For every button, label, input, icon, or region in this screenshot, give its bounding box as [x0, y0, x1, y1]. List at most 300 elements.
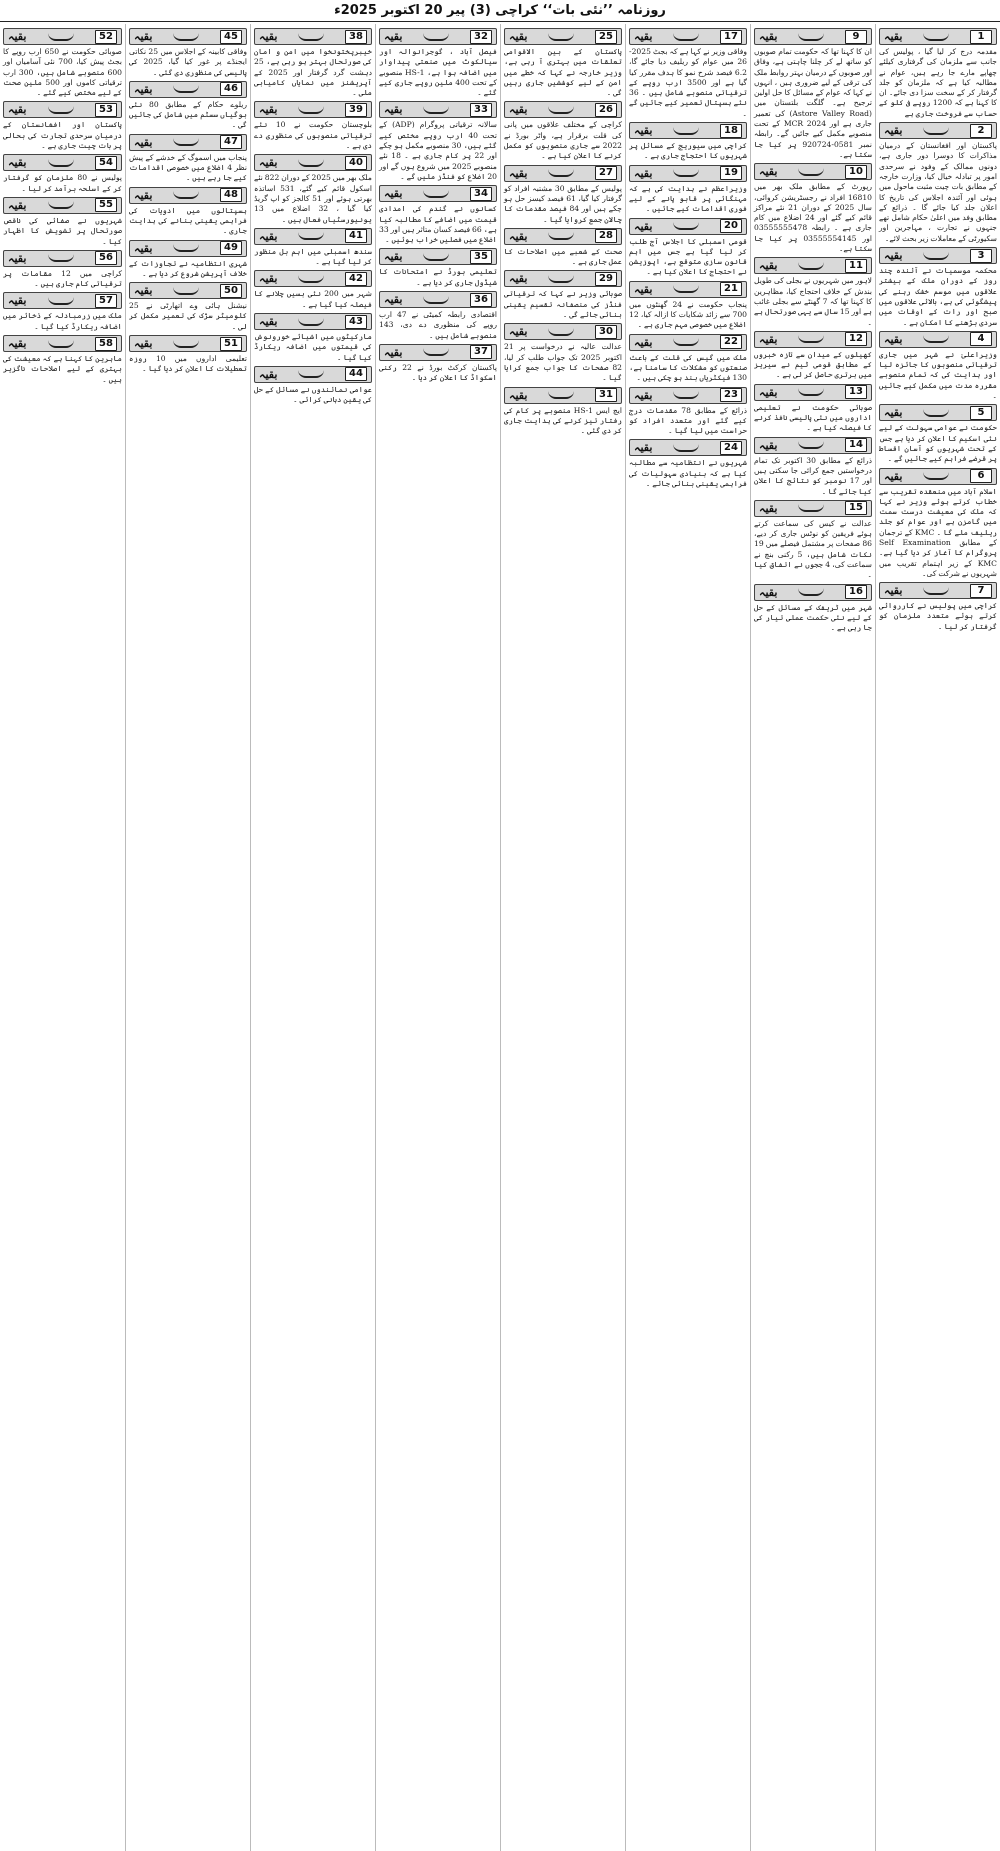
article-text: ایچ ایس 1-HS منصوبے پر کام کی رفتار تیز کرنے کی ہدایت جاری کر دی گئی ۔ [504, 405, 623, 436]
baqia-number: 21 [720, 282, 742, 296]
baqia-number: 58 [95, 337, 117, 351]
baqia-ornament [48, 340, 74, 348]
baqia-ornament [673, 33, 699, 41]
baqia-header [129, 28, 247, 45]
continuation-article [629, 387, 747, 437]
baqia-number: 46 [220, 82, 242, 96]
baqia-number: 1 [970, 30, 992, 44]
baqia-header [254, 101, 372, 118]
continuation-article [504, 228, 622, 268]
baqia-header [754, 163, 872, 180]
baqia-number: 39 [345, 103, 367, 117]
newspaper-column [250, 24, 375, 1851]
baqia-ornament [173, 138, 199, 146]
article-text: صوبائی وزیر نے کہا کہ ترقیاتی فنڈز کی منصفانہ تقسیم یقینی بنائی جائے گی ۔ [504, 289, 622, 320]
baqia-label: بقیہ [509, 388, 528, 402]
continuation-article [754, 384, 872, 434]
baqia-header [379, 101, 497, 118]
baqia-ornament [298, 275, 324, 283]
continuation-article [3, 197, 122, 247]
continuation-article [879, 582, 997, 632]
baqia-number: 47 [220, 135, 242, 149]
continuation-article [3, 154, 122, 194]
article-text: ان کا کہنا تھا کہ حکومت تمام صوبوں کو ساتھ لے کر چلنا چاہتی ہے، وفاق اور صوبوں کے درمیان بہتر روابط ملک کی ترقی کے لیے ضروری ہیں ، انہوں نے کہا کہ عوام کے مسائل کا حل اولین ترجیح ہے۔ گلگت بلتستان میں (Astore Valley Road) کی تعمیر جاری ہے اور MCR 2024 کے تحت منصوبے مکمل کیے جائیں گے۔ رابطہ نمبر 0581-920724 پر کیا جا سکتا ہے۔ [754, 47, 873, 159]
baqia-ornament [673, 169, 699, 177]
continuation-article [504, 323, 622, 383]
baqia-header [129, 282, 247, 299]
baqia-number: 26 [595, 103, 617, 117]
baqia-label: بقیہ [384, 250, 403, 264]
article-text: مارکیٹوں میں اشیائے خورونوش کی قیمتوں میں اضافہ ریکارڈ کیا گیا ۔ [254, 332, 372, 362]
baqia-number: 35 [470, 250, 492, 264]
baqia-ornament [548, 391, 574, 399]
baqia-label: بقیہ [509, 103, 528, 117]
baqia-header [504, 228, 622, 245]
baqia-label: بقیہ [759, 438, 778, 452]
article-text: صوبائی حکومت نے تعلیمی اداروں میں نئی پالیسی نافذ کرنے کا فیصلہ کیا ہے ۔ [754, 402, 872, 433]
baqia-header [3, 335, 122, 352]
baqia-label: بقیہ [8, 294, 27, 308]
baqia-header [3, 250, 122, 267]
article-text: ملک بھر میں 2025 کے دوران 822 نئے اسکول قائم کیے گئے، 531 اساتذہ بھرتی ہوئے اور 51 کالجز کو اپ گریڈ کیا گیا ، 32 اضلاع میں 13 یونیورسٹیاں فعال ہیں ۔ [254, 173, 372, 224]
continuation-article [3, 28, 122, 98]
article-text: تعلیمی اداروں میں 10 روزہ تعطیلات کا اعلان کر دیا گیا ۔ [129, 354, 247, 374]
baqia-number: 32 [470, 30, 492, 44]
article-text: مقدمہ درج کر لیا گیا ، پولیس کی جانب سے ملزمان کی گرفتاری کیلئے چھاپے مارے جا رہے ہیں، عوام نے مطالبہ کیا ہے کہ ملزمان کو جلد گرفتار کر کے سخت سزا دی جائے۔ ان کا کہنا ہے کہ 1200 روپے فی کلو کے حساب سے فروخت جاری ہے [879, 47, 998, 118]
baqia-ornament [548, 169, 574, 177]
baqia-ornament [173, 287, 199, 295]
baqia-number: 43 [345, 315, 367, 329]
article-text: کراچی میں سیوریج کے مسائل پر شہریوں کا احتجاج جاری ہے ۔ [629, 141, 747, 161]
baqia-header [504, 165, 622, 182]
baqia-header [879, 331, 997, 348]
baqia-label: بقیہ [259, 272, 278, 286]
article-text: عدالت عالیہ نے درخواست پر 21 اکتوبر 2025 تک جواب طلب کر لیا، 82 صفحات کا جواب جمع کرایا گیا ۔ [504, 342, 622, 383]
continuation-article [629, 334, 747, 384]
baqia-number: 4 [970, 332, 992, 346]
baqia-label: بقیہ [384, 293, 403, 307]
baqia-label: بقیہ [8, 156, 27, 170]
article-text: کراچی میں 12 مقامات پر ترقیاتی کام جاری ہیں ۔ [3, 268, 123, 289]
continuation-article [879, 404, 997, 464]
baqia-label: بقیہ [134, 135, 153, 149]
baqia-ornament [423, 253, 449, 261]
baqia-header [629, 122, 747, 139]
baqia-label: بقیہ [259, 30, 278, 43]
article-text: ذرائع کے مطابق 78 مقدمات درج کیے گئے اور متعدد افراد کو حراست میں لیا گیا ۔ [629, 405, 747, 436]
baqia-ornament [798, 262, 824, 270]
baqia-number: 9 [845, 30, 867, 44]
continuation-article [879, 28, 997, 119]
baqia-ornament [798, 168, 824, 176]
baqia-header [379, 185, 497, 202]
baqia-header [754, 500, 872, 517]
baqia-label: بقیہ [884, 249, 903, 263]
baqia-header [754, 584, 872, 601]
continuation-article [379, 185, 497, 245]
article-text: کسانوں نے گندم کی امدادی قیمت میں اضافے کا مطالبہ کیا ہے، 66 فیصد کسان متاثر ہیں اور 33 اضلاع میں فصلیں خراب ہوئیں ۔ [379, 204, 497, 245]
baqia-label: بقیہ [384, 345, 403, 359]
baqia-header [879, 404, 997, 421]
continuation-article [129, 240, 247, 280]
article-text: فیصل آباد ، گوجرانوالہ اور سیالکوٹ میں صنعتی پیداوار میں اضافہ ہوا ہے، HS-1 منصوبے کے تحت 400 ملین روپے جاری کیے گئے ۔ [379, 47, 497, 98]
baqia-label: بقیہ [259, 229, 278, 243]
continuation-article [629, 28, 747, 119]
baqia-header [879, 468, 997, 485]
baqia-label: بقیہ [634, 282, 653, 296]
baqia-label: بقیہ [634, 30, 653, 43]
baqia-label: بقیہ [634, 335, 653, 349]
baqia-number: 13 [845, 385, 867, 399]
baqia-label: بقیہ [134, 188, 153, 202]
baqia-number: 5 [970, 406, 992, 420]
baqia-label: بقیہ [8, 337, 27, 351]
article-text: لاہور میں شہریوں نے بجلی کی طویل بندش کے خلاف احتجاج کیا، مظاہرین کا کہنا تھا کہ 7 گھنٹے سے بجلی غائب ہے اور 15 سال سے یہی صورتحال ہے ۔ [754, 276, 873, 327]
article-text: ریلوے حکام کے مطابق 80 نئی بوگیاں سسٹم میں شامل کی جائیں گی ۔ [129, 99, 247, 130]
article-text: صوبائی حکومت نے 650 ارب روپے کا بجٹ پیش کیا، 700 نئی آسامیاں اور 600 منصوبے شامل ہیں، 300 ارب ترقیاتی کاموں اور 500 ملین صحت کے لیے مختص کیے گئے ۔ [3, 47, 123, 98]
continuation-article [504, 165, 622, 225]
continuation-article [754, 28, 872, 160]
newspaper-column [375, 24, 500, 1851]
article-text: پولیس نے 80 ملزمان کو گرفتار کر کے اسلحہ برآمد کر لیا ۔ [3, 173, 122, 193]
baqia-label: بقیہ [134, 241, 153, 255]
continuation-article [754, 584, 872, 634]
baqia-number: 44 [345, 367, 367, 381]
baqia-number: 48 [220, 188, 242, 202]
baqia-number: 52 [95, 30, 117, 44]
baqia-label: بقیہ [8, 30, 27, 43]
baqia-label: بقیہ [759, 501, 778, 515]
article-text: نیشنل ہائی وے اتھارٹی نے 25 کلومیٹر سڑک کی تعمیر مکمل کر لی ۔ [129, 301, 247, 331]
baqia-label: بقیہ [759, 30, 778, 43]
baqia-label: بقیہ [884, 469, 903, 483]
baqia-label: بقیہ [509, 30, 528, 43]
baqia-header [379, 291, 497, 308]
baqia-number: 12 [845, 332, 867, 346]
newspaper-masthead [0, 0, 1000, 22]
continuation-article [254, 154, 372, 224]
baqia-ornament [48, 297, 74, 305]
baqia-number: 6 [970, 469, 992, 483]
baqia-header [3, 292, 122, 309]
baqia-number: 36 [470, 293, 492, 307]
baqia-header [879, 122, 997, 139]
continuation-article [254, 28, 372, 98]
continuation-article [629, 122, 747, 162]
baqia-ornament [923, 472, 949, 480]
baqia-number: 22 [720, 335, 742, 349]
baqia-header [129, 187, 247, 204]
article-text: تعلیمی بورڈ نے امتحانات کا شیڈول جاری کر دیا ہے ۔ [379, 267, 497, 287]
article-text: بلوچستان حکومت نے 10 نئے ترقیاتی منصوبوں کی منظوری دے دی ہے ۔ [254, 120, 373, 151]
baqia-number: 37 [470, 345, 492, 359]
article-text: پاکستان کرکٹ بورڈ نے 22 رکنی اسکواڈ کا اعلان کر دیا ۔ [379, 362, 497, 383]
baqia-header [629, 218, 747, 235]
baqia-header [129, 240, 247, 257]
baqia-header [504, 28, 622, 45]
article-text: ملک میں گیس کی قلت کے باعث صنعتوں کو مشکلات کا سامنا ہے، 130 فیکٹریاں بند ہو چکی ہیں ۔ [629, 352, 747, 383]
baqia-number: 45 [220, 30, 242, 44]
baqia-number: 16 [845, 585, 867, 599]
article-text: پاکستان کے بین الاقوامی تعلقات میں بہتری آ رہی ہے، وزیر خارجہ نے کہا کہ خطے میں امن کے لیے کوششیں جاری رہیں گی ۔ [504, 47, 622, 98]
baqia-header [3, 101, 122, 118]
article-text: کراچی میں پولیس نے کارروائی کرتے ہوئے متعدد ملزمان کو گرفتار کر لیا ۔ [879, 601, 997, 631]
article-text: سندھ اسمبلی میں اہم بل منظور کر لیا گیا ہے ۔ [254, 246, 372, 267]
baqia-header [629, 334, 747, 351]
baqia-header [879, 247, 997, 264]
baqia-label: بقیہ [509, 166, 528, 180]
baqia-number: 34 [470, 187, 492, 201]
baqia-header [129, 335, 247, 352]
baqia-ornament [923, 252, 949, 260]
continuation-article [629, 281, 747, 331]
continuation-article [379, 101, 497, 182]
baqia-header [129, 134, 247, 151]
continuation-article [504, 270, 622, 320]
baqia-header [879, 28, 997, 45]
baqia-ornament [798, 441, 824, 449]
article-text: اقتصادی رابطہ کمیٹی نے 47 ارب روپے کی منظوری دے دی، 143 منصوبے شامل ہیں ۔ [379, 310, 497, 340]
article-text: شہریوں نے انتظامیہ سے مطالبہ کیا ہے کہ بنیادی سہولیات کی فراہمی یقینی بنائی جائے ۔ [629, 458, 747, 489]
baqia-label: بقیہ [259, 103, 278, 117]
continuation-article [254, 313, 372, 363]
baqia-header [3, 28, 122, 45]
baqia-label: بقیہ [634, 124, 653, 138]
baqia-number: 19 [720, 166, 742, 180]
article-text: شہر میں ٹریفک کے مسائل کے حل کے لیے نئی حکمت عملی تیار کی جا رہی ہے ۔ [754, 602, 872, 633]
continuation-article [879, 122, 997, 244]
article-text: ملک میں زرمبادلہ کے ذخائر میں اضافہ ریکارڈ کیا گیا ۔ [3, 311, 122, 331]
continuation-article [504, 101, 622, 161]
baqia-number: 33 [470, 103, 492, 117]
baqia-header [754, 257, 872, 274]
baqia-number: 38 [345, 30, 367, 44]
article-text: وفاقی وزیر نے کہا ہے کہ بجٹ 2025-26 میں عوام کو ریلیف دیا جائے گا، 6.2 فیصد شرح نمو کا ہدف مقرر کیا گیا ہے اور 3500 ارب روپے کے ترقیاتی منصوبے شامل ہیں ۔ 36 نئے ہسپتال تعمیر کیے جائیں گے ۔ [629, 47, 747, 118]
article-text: شہری انتظامیہ نے تجاوزات کے خلاف آپریشن شروع کر دیا ہے ۔ [129, 258, 247, 278]
baqia-number: 15 [845, 501, 867, 515]
baqia-ornament [673, 444, 699, 452]
article-text: قومی اسمبلی کا اجلاس آج طلب کر لیا گیا ہے جس میں اہم قانون سازی متوقع ہے، اپوزیشن نے احتجاج کا اعلان کیا ہے ۔ [629, 236, 747, 277]
continuation-article [129, 282, 247, 332]
article-text: عدالت نے کیس کی سماعت کرتے ہوئے فریقین کو نوٹس جاری کر دیے، 86 صفحات پر مشتمل فیصلے میں 19 نکات شامل ہیں، 5 رکنی بنچ نے سماعت کی، 4 ججوں نے اتفاق کیا ۔ [754, 518, 872, 580]
continuation-article [754, 257, 872, 327]
continuation-article [129, 81, 247, 131]
baqia-header [129, 81, 247, 98]
baqia-label: بقیہ [884, 30, 903, 43]
newspaper-column [750, 24, 875, 1851]
baqia-ornament [923, 127, 949, 135]
baqia-number: 51 [220, 337, 242, 351]
baqia-label: بقیہ [634, 441, 653, 455]
baqia-number: 31 [595, 388, 617, 402]
article-text: وفاقی کابینہ کے اجلاس میں 25 نکاتی ایجنڈے پر غور کیا گیا، 2025 کی پالیسی کی منظوری دی گئی ۔ [129, 47, 247, 77]
baqia-ornament [48, 254, 74, 262]
baqia-label: بقیہ [384, 30, 403, 43]
continuation-article [629, 165, 747, 215]
baqia-header [629, 387, 747, 404]
article-text: رپورٹ کے مطابق ملک بھر میں 16810 افراد نے رجسٹریشن کروائی، سال 2025 کے دوران 21 نئے مراکز قائم کیے گئے اور 24 اضلاع میں کام جاری ہے ۔ رابطہ 03555555478 اور 03555554145 پر کیا جا سکتا ہے۔ [754, 182, 873, 254]
baqia-label: بقیہ [884, 584, 903, 598]
baqia-ornament [548, 106, 574, 114]
baqia-number: 28 [595, 229, 617, 243]
article-text: وزیراعظم نے ہدایت کی ہے کہ مہنگائی پر قابو پانے کے لیے فوری اقدامات کیے جائیں ۔ [629, 183, 747, 214]
continuation-article [504, 387, 622, 437]
baqia-ornament [548, 232, 574, 240]
baqia-header [254, 270, 372, 287]
continuation-article [254, 228, 372, 268]
baqia-ornament [173, 244, 199, 252]
baqia-header [629, 439, 747, 456]
baqia-header [504, 270, 622, 287]
baqia-label: بقیہ [134, 284, 153, 298]
baqia-ornament [548, 275, 574, 283]
baqia-number: 41 [345, 229, 367, 243]
baqia-header [379, 28, 497, 45]
baqia-ornament [48, 159, 74, 167]
baqia-ornament [923, 335, 949, 343]
baqia-label: بقیہ [509, 229, 528, 243]
baqia-number: 27 [595, 166, 617, 180]
baqia-number: 50 [220, 284, 242, 298]
baqia-ornament [423, 348, 449, 356]
article-text: پنجاب حکومت نے 24 گھنٹوں میں 700 سے زائد شکایات کا ازالہ کیا، 12 اضلاع میں خصوصی مہم جاری ہے ۔ [629, 299, 747, 330]
article-text: پولیس کے مطابق 30 مشتبہ افراد کو گرفتار کیا گیا، 61 فیصد کیسز حل ہو چکے ہیں اور 84 فیصد مقدمات کا چالان جمع کروایا گیا ۔ [504, 183, 622, 224]
baqia-ornament [173, 340, 199, 348]
baqia-label: بقیہ [384, 187, 403, 201]
baqia-ornament [423, 106, 449, 114]
baqia-label: بقیہ [259, 315, 278, 329]
continuation-article [129, 134, 247, 184]
continuation-article [629, 439, 747, 489]
continuation-article [129, 187, 247, 237]
baqia-ornament [673, 285, 699, 293]
continuation-article [754, 437, 872, 497]
baqia-header [3, 154, 122, 171]
baqia-number: 23 [720, 388, 742, 402]
baqia-number: 42 [345, 272, 367, 286]
baqia-number: 30 [595, 325, 617, 339]
article-text: کراچی کے مختلف علاقوں میں پانی کی قلت برقرار ہے، واٹر بورڈ نے 2022 سے جاری منصوبوں کو مکمل کرنے کا اعلان کیا ہے ۔ [504, 120, 622, 161]
baqia-number: 11 [845, 259, 867, 273]
article-text: ماہرین کا کہنا ہے کہ معیشت کی بہتری کے لیے اصلاحات ناگزیر ہیں ۔ [3, 354, 122, 384]
baqia-header [754, 437, 872, 454]
baqia-ornament [173, 85, 199, 93]
baqia-header [879, 582, 997, 599]
baqia-header [254, 366, 372, 383]
baqia-label: بقیہ [134, 337, 153, 351]
baqia-header [254, 313, 372, 330]
baqia-ornament [48, 201, 74, 209]
continuation-article [129, 335, 247, 375]
article-text: شہر میں 200 نئی بسیں چلانے کا فیصلہ کیا گیا ہے ۔ [254, 289, 372, 309]
continuation-article [379, 28, 497, 98]
baqia-header [629, 28, 747, 45]
baqia-ornament [298, 106, 324, 114]
baqia-ornament [298, 370, 324, 378]
baqia-ornament [798, 504, 824, 512]
baqia-number: 10 [845, 165, 867, 179]
article-text: خیبرپختونخوا میں امن و امان کی صورتحال بہتر ہو رہی ہے، 25 دہشت گرد گرفتار اور 2025 کے آپریشنز میں نمایاں کامیابی ملی ۔ [254, 47, 372, 98]
continuation-article [3, 250, 122, 290]
article-text: پنجاب میں اسموگ کے خدشے کے پیش نظر 4 اضلاع میں خصوصی اقدامات کیے جا رہے ہیں ۔ [129, 152, 247, 183]
article-text: اسلام آباد میں منعقدہ تقریب سے خطاب کرتے ہوئے وزیر نے کہا کہ ملک کی معیشت درست سمت میں گامزن ہے اور عوام کو جلد ریلیف ملے گا ۔ KMC کے ترجمان کے مطابق Self Examination پروگرام کا آغاز کر دیا گیا ہے۔ KMC کے زیر اہتمام تقریب میں شہریوں نے شرکت کی۔ [879, 486, 997, 578]
baqia-number: 25 [595, 30, 617, 44]
article-text: سالانہ ترقیاتی پروگرام (ADP) کے تحت 40 ارب روپے مختص کیے گئے ہیں، 30 منصوبے مکمل ہو چکے اور 22 پر کام جاری ہے ۔ 18 نئے منصوبے 2025 میں شروع ہوں گے اور 20 اضلاع کو فنڈز ملیں گے ۔ [379, 120, 497, 181]
baqia-number: 49 [220, 241, 242, 255]
newspaper-column [625, 24, 750, 1851]
baqia-label: بقیہ [8, 251, 27, 265]
baqia-label: بقیہ [759, 165, 778, 179]
article-text: ذرائع کے مطابق 30 اکتوبر تک تمام درخواستیں جمع کرائی جا سکتی ہیں اور 17 نومبر کو نتائج کا اعلان کیا جائے گا ۔ [754, 455, 872, 496]
baqia-ornament [173, 33, 199, 41]
masthead-title: روزنامہ ’’نئی بات‘‘ کراچی (3) پیر 20 اکتوبر 2025ء [334, 3, 666, 18]
baqia-label: بقیہ [259, 156, 278, 170]
baqia-header [254, 228, 372, 245]
baqia-label: بقیہ [634, 219, 653, 233]
newspaper-columns [0, 24, 1000, 1851]
article-text: وزیراعلیٰ نے شہر میں جاری ترقیاتی منصوبوں کا جائزہ لیا اور ہدایت کی کہ تمام منصوبے مقررہ مدت میں مکمل کیے جائیں ۔ [879, 349, 997, 401]
baqia-label: بقیہ [509, 272, 528, 286]
newspaper-column [500, 24, 625, 1851]
article-text: پاکستان اور افغانستان کے درمیان سرحدی تجارت کی بحالی پر بات چیت جاری ہے ۔ [3, 120, 122, 151]
baqia-ornament [673, 127, 699, 135]
continuation-article [379, 291, 497, 341]
baqia-header [504, 101, 622, 118]
baqia-ornament [298, 33, 324, 41]
newspaper-column [0, 24, 125, 1851]
baqia-number: 55 [95, 198, 117, 212]
baqia-label: بقیہ [759, 585, 778, 599]
baqia-label: بقیہ [509, 325, 528, 339]
continuation-article [754, 500, 872, 581]
baqia-ornament [673, 222, 699, 230]
baqia-label: بقیہ [634, 388, 653, 402]
baqia-header [629, 165, 747, 182]
article-text: محکمہ موسمیات نے آئندہ چند روز کے دوران ملک کے بیشتر علاقوں میں موسم خشک رہنے کی پیشگوئی کی ہے، بالائی علاقوں میں صبح اور رات کے اوقات میں سردی بڑھنے کا امکان ہے ۔ [879, 266, 997, 327]
baqia-ornament [298, 159, 324, 167]
article-text: صحت کے شعبے میں اصلاحات کا عمل جاری ہے ۔ [504, 246, 622, 267]
baqia-ornament [673, 391, 699, 399]
newspaper-column [125, 24, 250, 1851]
baqia-label: بقیہ [884, 124, 903, 138]
baqia-label: بقیہ [759, 385, 778, 399]
continuation-article [254, 270, 372, 310]
baqia-ornament [923, 587, 949, 595]
continuation-article [379, 248, 497, 288]
baqia-label: بقیہ [884, 332, 903, 346]
article-text: ہسپتالوں میں ادویات کی فراہمی یقینی بنانے کی ہدایت جاری ۔ [129, 205, 247, 236]
baqia-label: بقیہ [259, 367, 278, 381]
baqia-number: 14 [845, 438, 867, 452]
baqia-header [754, 331, 872, 348]
baqia-header [254, 154, 372, 171]
baqia-ornament [423, 296, 449, 304]
baqia-ornament [173, 191, 199, 199]
baqia-header [504, 323, 622, 340]
baqia-ornament [798, 588, 824, 596]
continuation-article [629, 218, 747, 278]
baqia-ornament [298, 232, 324, 240]
baqia-header [754, 384, 872, 401]
continuation-article [879, 247, 997, 328]
baqia-label: بقیہ [384, 103, 403, 117]
baqia-ornament [548, 33, 574, 41]
baqia-label: بقیہ [134, 82, 153, 96]
continuation-article [254, 366, 372, 406]
baqia-label: بقیہ [634, 166, 653, 180]
baqia-label: بقیہ [134, 30, 153, 43]
baqia-label: بقیہ [759, 332, 778, 346]
